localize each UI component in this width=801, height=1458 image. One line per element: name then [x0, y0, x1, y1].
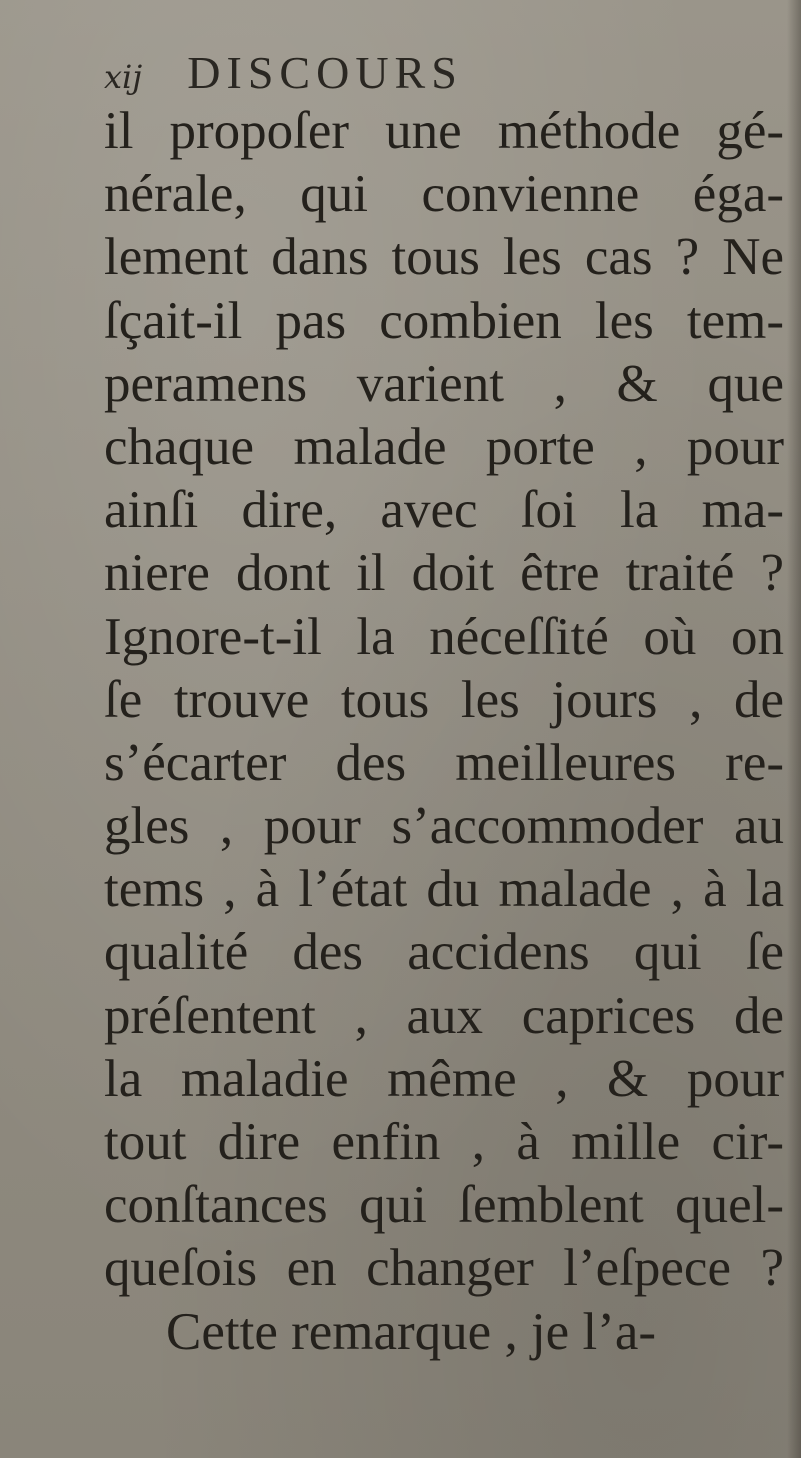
text-line: préſentent , aux caprices de	[104, 986, 784, 1045]
text-line: Cette remarque , je l’a-	[166, 1302, 656, 1361]
text-line: queſois en changer l’eſpece ?	[104, 1239, 784, 1298]
body-text	[104, 100, 784, 1364]
text-line: Ignore-t-il la néceſſité où on	[104, 607, 784, 666]
text-line: tout dire enfin , à mille cir-	[104, 1113, 784, 1171]
running-head	[104, 46, 463, 96]
running-title: DISCOURS	[187, 47, 463, 98]
text-line: lement dans tous les cas ? Ne	[104, 228, 784, 287]
text-line: la maladie même , & pour	[104, 1049, 784, 1108]
text-line: qualité des accidens qui ſe	[104, 923, 784, 982]
text-line: niere dont il doit être traité ?	[104, 544, 784, 603]
text-line: conſtances qui ſemblent quel-	[104, 1176, 784, 1235]
text-line: tems , à l’état du malade , à la	[104, 860, 784, 919]
text-line: ainſi dire, avec ſoi la ma-	[104, 481, 784, 540]
page-number: xij	[104, 58, 143, 96]
text-line: chaque malade porte , pour	[104, 417, 784, 476]
text-line: il propoſer une méthode gé-	[104, 102, 784, 160]
page-edge-shadow	[787, 0, 801, 1458]
text-line: ſe trouve tous les jours , de	[104, 670, 784, 729]
text-line: gles , pour s’accommoder au	[104, 797, 784, 856]
text-line: nérale, qui convienne éga-	[104, 165, 784, 224]
text-line: peramens varient , & que	[104, 354, 784, 413]
text-line: s’écarter des meilleures re-	[104, 733, 784, 792]
text-line: ſçait-il pas combien les tem-	[104, 291, 784, 350]
